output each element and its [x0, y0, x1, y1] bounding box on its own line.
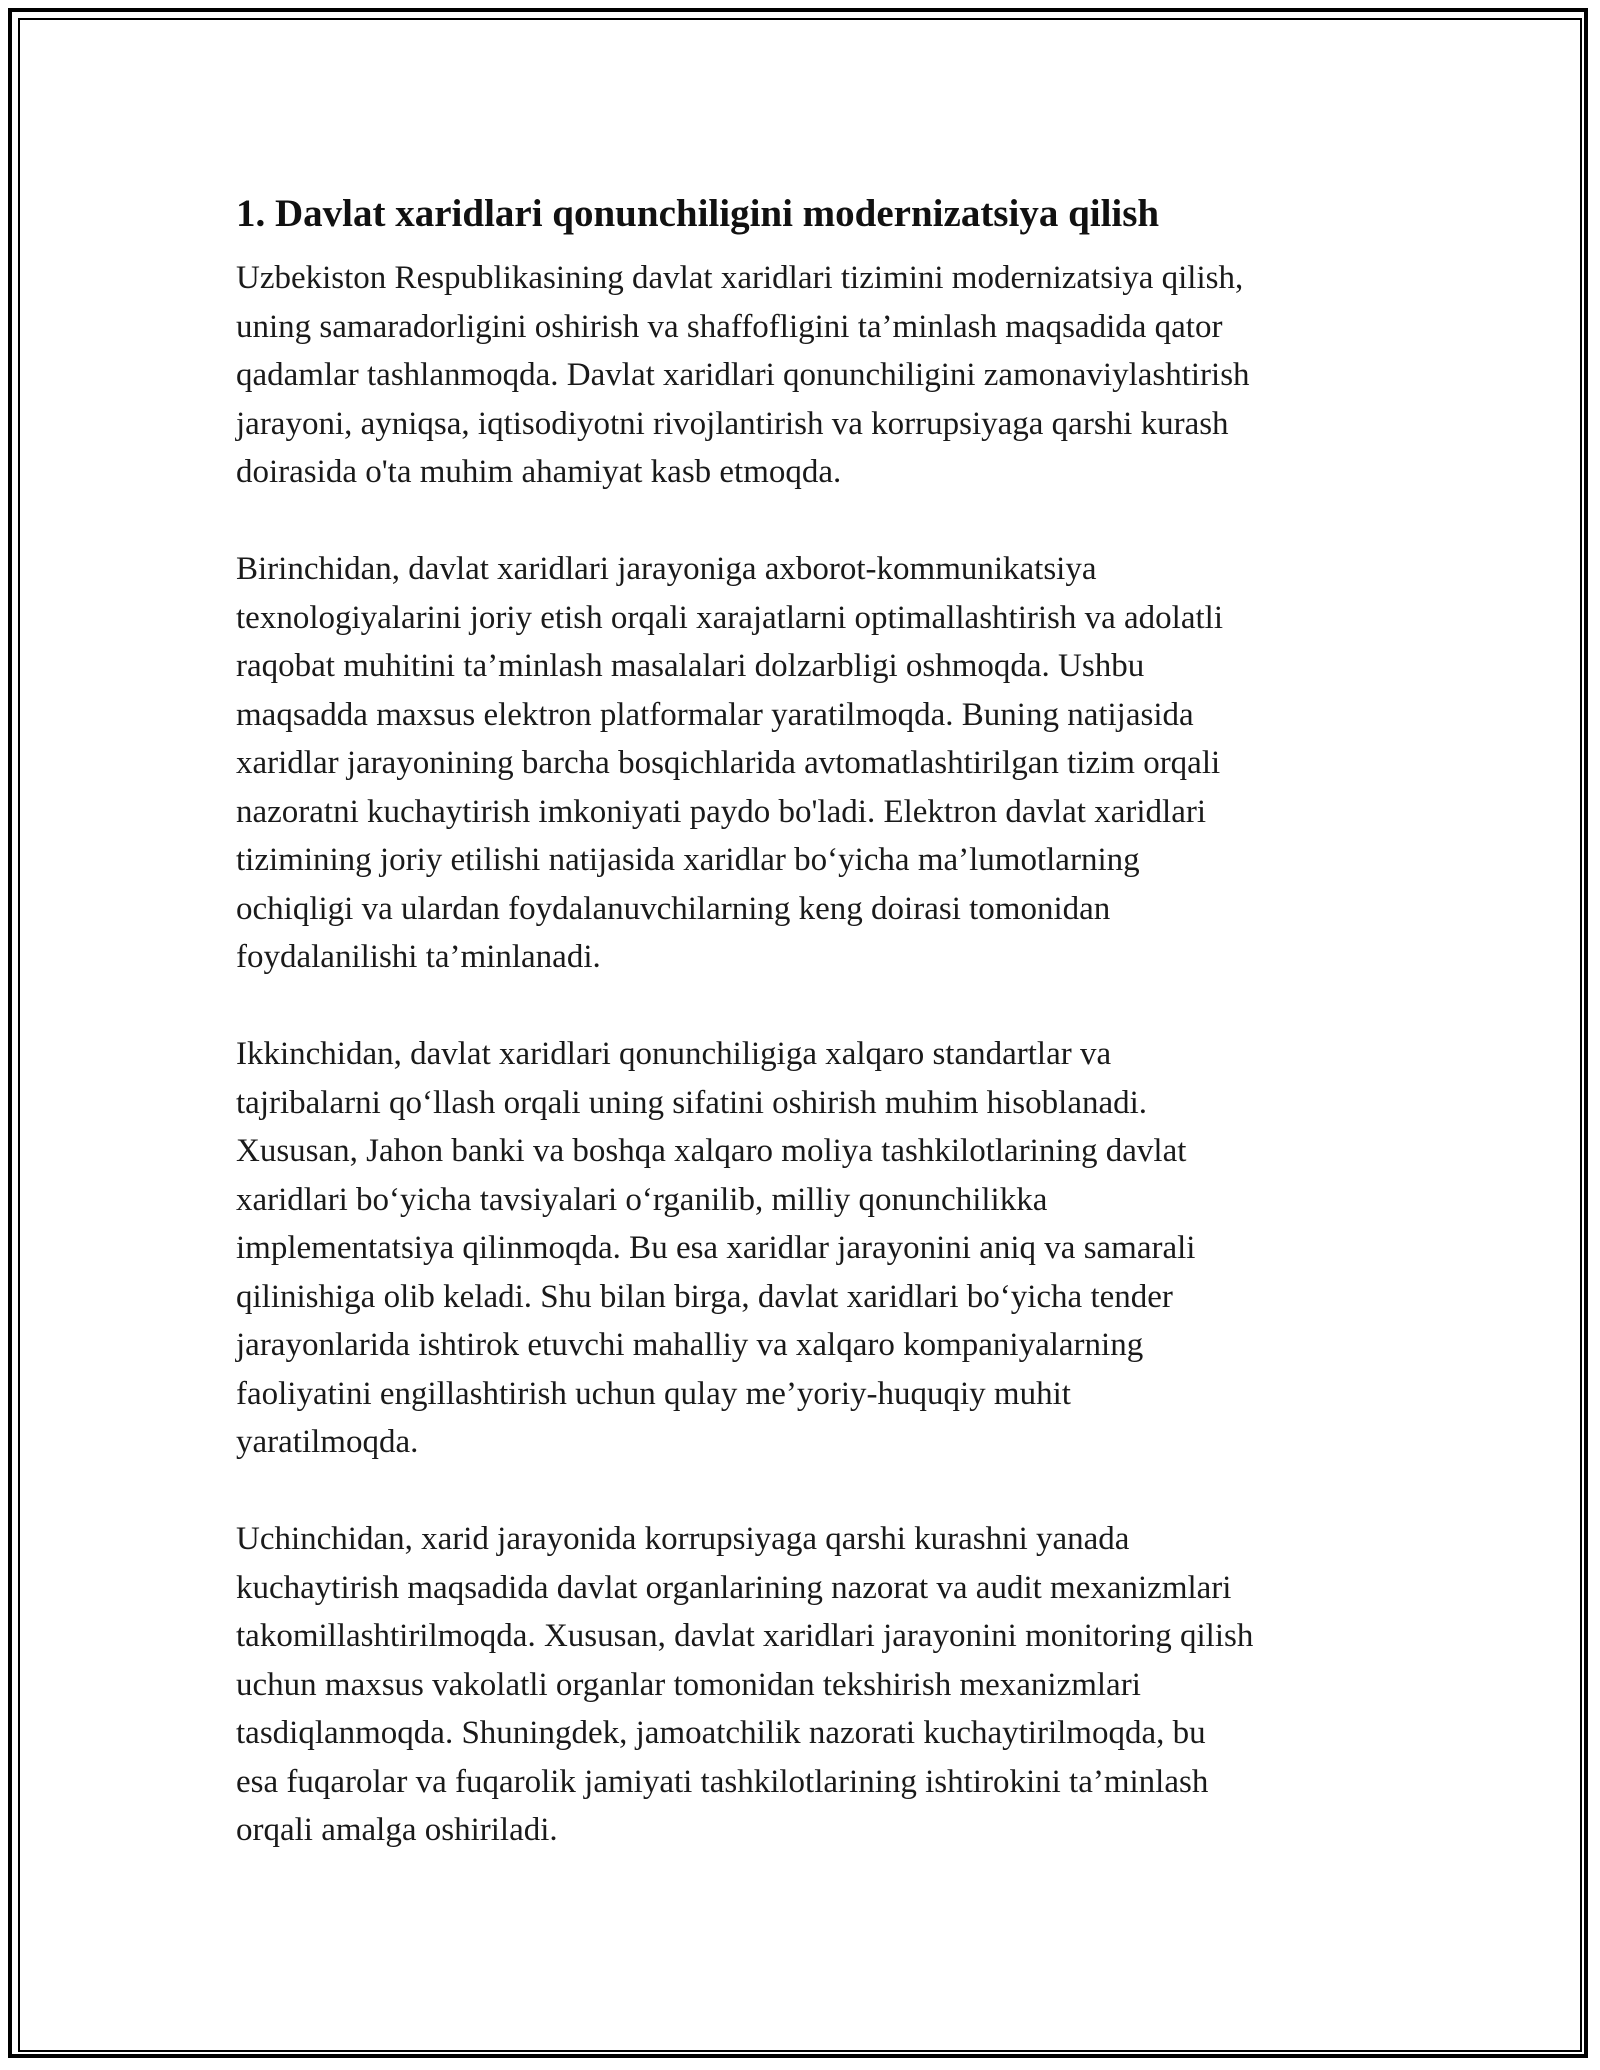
paragraph-second	[236, 1030, 1376, 1467]
text-line: kuchaytirish maqsadida davlat organlarining nazorat va audit mexanizmlari	[236, 1569, 1232, 1606]
text-line: yaratilmoqda.	[236, 1424, 419, 1460]
text-line: xaridlar jarayonining barcha bosqichlarida avtomatlashtirilgan tizim orqali	[236, 745, 1221, 781]
text-line: doirasida o'ta muhim ahamiyat kasb etmoqda.	[236, 454, 842, 490]
text-line: faoliyatini engillashtirish uchun qulay me’yoriy-huquqiy muhit	[236, 1375, 1071, 1412]
text-line: qilinishiga olib keladi. Shu bilan birga, davlat xaridlari bo‘yicha tender	[236, 1278, 1173, 1315]
text-line: maqsadda maxsus elektron platformalar yaratilmoqda. Buning natijasida	[236, 696, 1194, 733]
text-line: xaridlari bo‘yicha tavsiyalari o‘rganilib, milliy qonunchilikka	[236, 1181, 1048, 1218]
text-line: tasdiqlanmoqda. Shuningdek, jamoatchilik nazorati kuchaytirilmoqda, bu	[236, 1715, 1206, 1751]
text-line: uning samaradorligini oshirish va shaffofligini ta’minlash maqsadida qator	[236, 308, 1223, 345]
paragraph-intro	[236, 254, 1376, 497]
text-line: texnologiyalarini joriy etish orqali xarajatlarni optimallashtirish va adolatli	[236, 599, 1223, 636]
text-line: Uchinchidan, xarid jarayonida korrupsiyaga qarshi kurashni yanada	[236, 1521, 1130, 1557]
text-line: nazoratni kuchaytirish imkoniyati paydo bo'ladi. Elektron davlat xaridlari	[236, 793, 1207, 830]
text-line: jarayoni, ayniqsa, iqtisodiyotni rivojlantirish va korrupsiyaga qarshi kurash	[236, 405, 1229, 442]
paragraph-first	[236, 545, 1376, 982]
text-line: implementatsiya qilinmoqda. Bu esa xaridlar jarayonini aniq va samarali	[236, 1230, 1196, 1266]
text-line: jarayonlarida ishtirok etuvchi mahalliy va xalqaro kompaniyalarning	[236, 1327, 1144, 1363]
text-line: foydalanilishi ta’minlanadi.	[236, 939, 601, 975]
section-heading: 1. Davlat xaridlari qonunchiligini modernizatsiya qilish	[236, 192, 1160, 235]
text-line: tizimining joriy etilishi natijasida xaridlar bo‘yicha ma’lumotlarning	[236, 842, 1140, 878]
text-line: orqali amalga oshiriladi.	[236, 1812, 558, 1848]
text-line: qadamlar tashlanmoqda. Davlat xaridlari qonunchiligini zamonaviylashtirish	[236, 357, 1250, 393]
text-line: esa fuqarolar va fuqarolik jamiyati tashkilotlarining ishtirokini ta’minlash	[236, 1763, 1209, 1800]
paragraph-third	[236, 1515, 1376, 1855]
text-line: Xususan, Jahon banki va boshqa xalqaro moliya tashkilotlarining davlat	[236, 1133, 1187, 1169]
text-line: Ikkinchidan, davlat xaridlari qonunchiligiga xalqaro standartlar va	[236, 1036, 1112, 1072]
text-line: Birinchidan, davlat xaridlari jarayoniga axborot-kommunikatsiya	[236, 551, 1097, 587]
text-line: raqobat muhitini ta’minlash masalalari dolzarbligi oshmoqda. Ushbu	[236, 648, 1145, 684]
document-body	[236, 186, 1376, 1903]
text-line: uchun maxsus vakolatli organlar tomonidan tekshirish mexanizmlari	[236, 1666, 1141, 1703]
text-line: takomillashtirilmoqda. Xususan, davlat xaridlari jarayonini monitoring qilish	[236, 1618, 1254, 1654]
text-line: ochiqligi va ulardan foydalanuvchilarning keng doirasi tomonidan	[236, 890, 1111, 927]
text-line: Uzbekiston Respublikasining davlat xaridlari tizimini modernizatsiya qilish,	[236, 260, 1244, 296]
text-line: tajribalarni qo‘llash orqali uning sifatini oshirish muhim hisoblanadi.	[236, 1084, 1148, 1121]
